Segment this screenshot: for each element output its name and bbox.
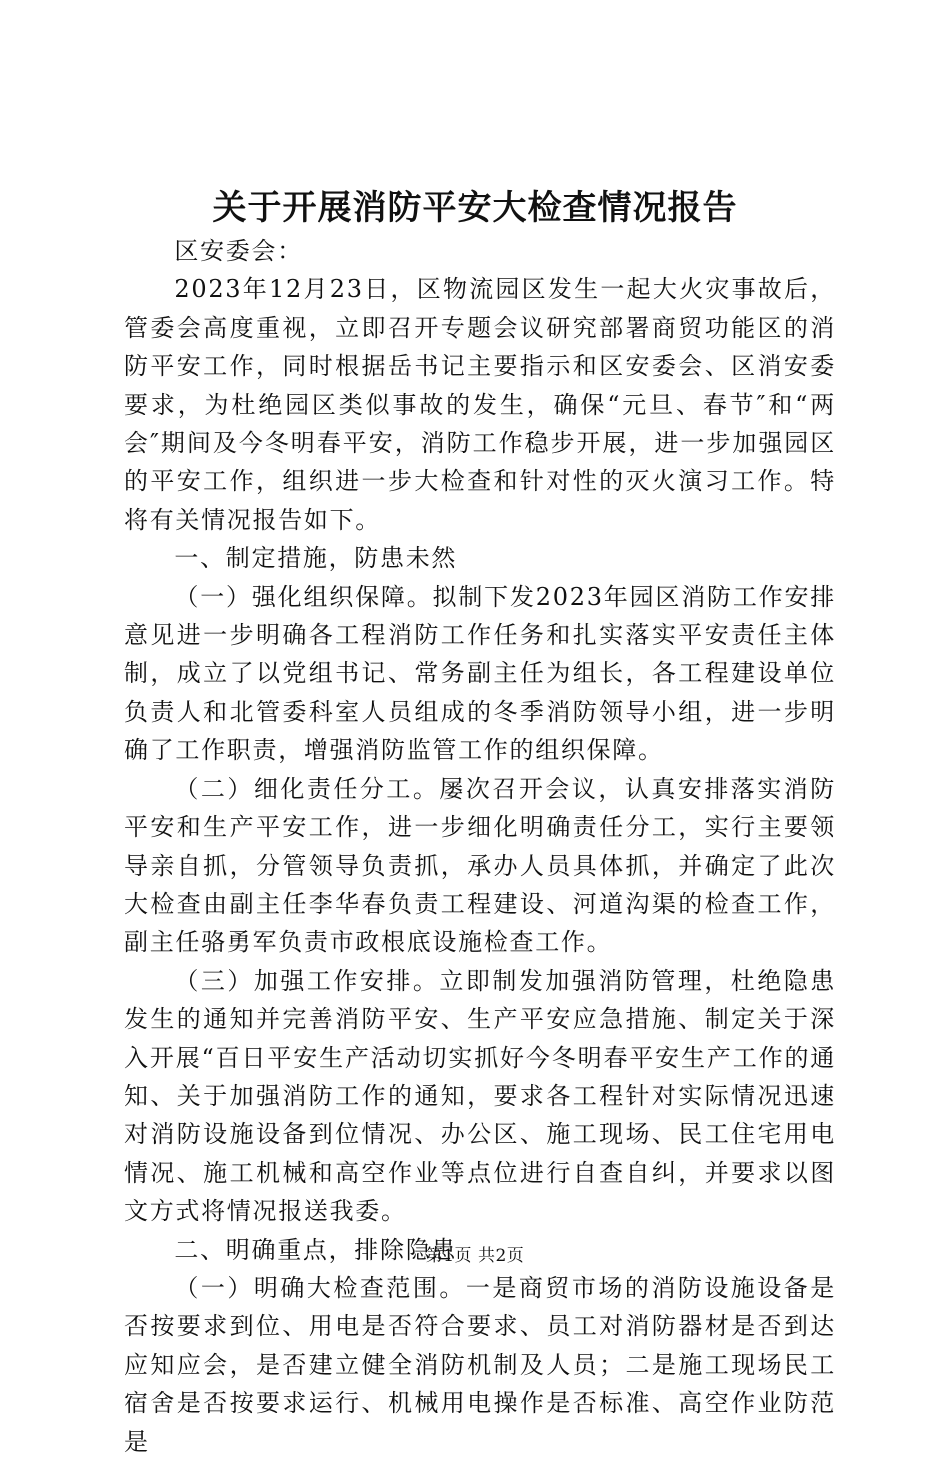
document-body [124, 232, 836, 1461]
page-number-footer: 第1页 共2页 [425, 1246, 525, 1266]
paragraph-organization: （一）强化组织保障。拟制下发2023年园区消防工作安排意见进一步明确各工程消防工作任务和扎实落实平安责任主体制，成立了以党组书记、常务副主任为组长，各工程建设单位负责人和北管委科室人员组成的冬季消防领导小组，进一步明确了工作职责，增强消防监管工作的组织保障。 [124, 582, 836, 765]
salutation: 区安委会： [174, 237, 303, 265]
paragraph-intro: 2023年12月23日，区物流园区发生一起大火灾事故后，管委会高度重视，立即召开专题会议研究部署商贸功能区的消防平安工作，同时根据岳书记主要指示和区安委会、区消安委要求，为杜绝园区类似事故的发生，确保“元旦、春节″和“两会″期间及今冬明春平安，消防工作稳步开展，进一步加强园区的平安工作，组织进一步大检查和针对性的灭火演习工作。特将有关情况报告如下。 [124, 275, 836, 534]
paragraph-responsibility: （二）细化责任分工。屡次召开会议，认真安排落实消防平安和生产平安工作，进一步细化明确责任分工，实行主要领导亲自抓，分管领导负责抓，承办人员具体抓，并确定了此次大检查由副主任李华春负责工程建设、河道沟渠的检查工作，副主任骆勇军负责市政根底设施检查工作。 [124, 774, 836, 957]
paragraph-inspection-scope: （一）明确大检查范围。一是商贸市场的消防设施设备是否按要求到位、用电是否符合要求、员工对消防器材是否到达应知应会，是否建立健全消防机制及人员；二是施工现场民工宿舍是否按要求运行、机械用电操作是否标准、高空作业防范是 [124, 1273, 836, 1456]
paragraph-arrangement: （三）加强工作安排。立即制发加强消防管理，杜绝隐患发生的通知并完善消防平安、生产平安应急措施、制定关于深入开展“百日平安生产活动切实抓好今冬明春平安生产工作的通知、关于加强消防工作的通知，要求各工程针对实际情况迅速对消防设施设备到位情况、办公区、施工现场、民工住宅用电情况、施工机械和高空作业等点位进行自查自纠，并要求以图文方式将情况报送我委。 [124, 966, 836, 1226]
section-heading-2: 二、明确重点，排除隐患 [174, 1235, 458, 1264]
section-heading-1: 一、制定措施，防患未然 [174, 544, 458, 573]
document-title: 关于开展消防平安大检查情况报告 [212, 188, 738, 228]
